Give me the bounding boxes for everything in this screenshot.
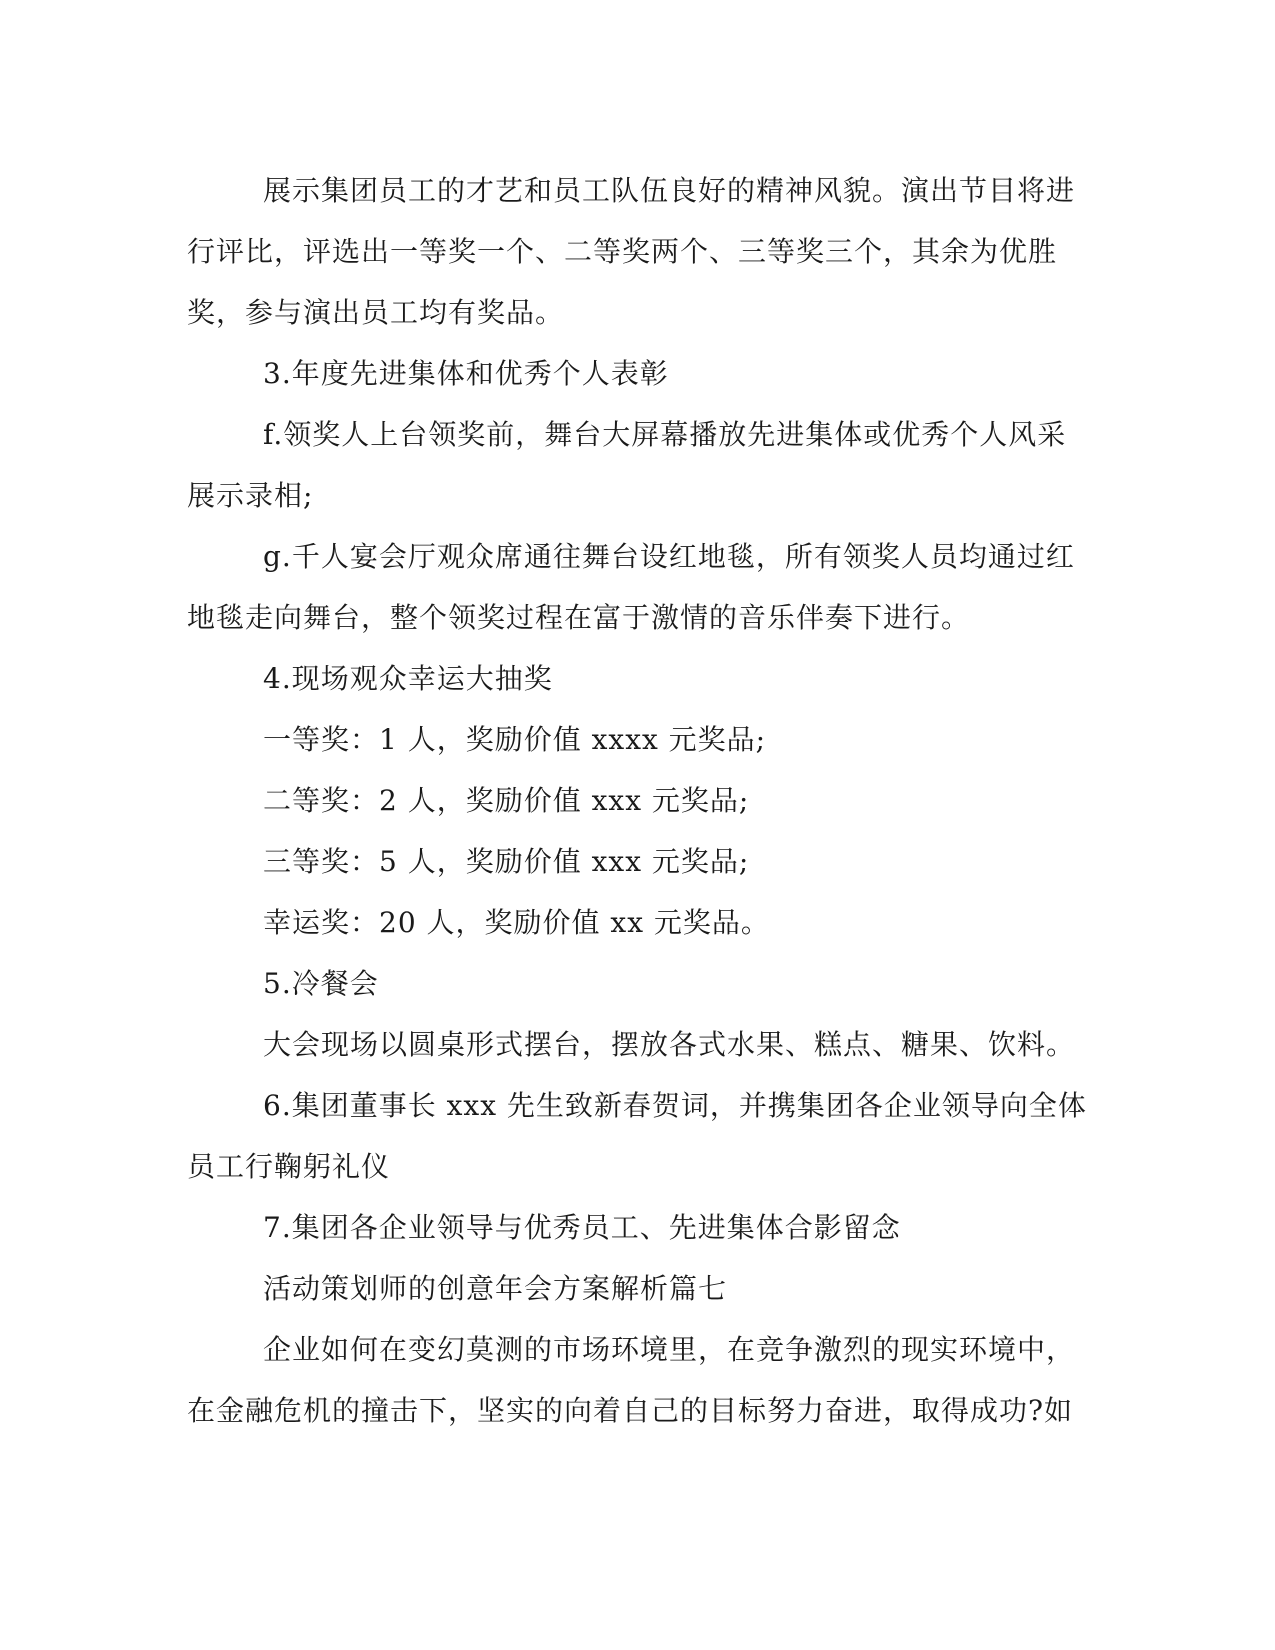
document-body bbox=[187, 160, 1087, 1441]
section-heading: 5.冷餐会 bbox=[263, 967, 379, 1000]
paragraph-line: f.领奖人上台领奖前，舞台大屏幕播放先进集体或优秀个人风采 bbox=[263, 418, 1067, 451]
section-heading: 3.年度先进集体和优秀个人表彰 bbox=[263, 357, 669, 390]
paragraph-line: 展示录相; bbox=[187, 479, 314, 512]
paragraph-line: 奖，参与演出员工均有奖品。 bbox=[187, 296, 565, 329]
section-heading: 7.集团各企业领导与优秀员工、先进集体合影留念 bbox=[263, 1211, 901, 1244]
paragraph-line: 企业如何在变幻莫测的市场环境里，在竞争激烈的现实环境中， bbox=[263, 1333, 1076, 1366]
section-heading: 6.集团董事长 xxx 先生致新春贺词，并携集团各企业领导向全体 bbox=[263, 1089, 1087, 1122]
prize-line: 二等奖：2 人，奖励价值 xxx 元奖品; bbox=[263, 784, 750, 817]
paragraph-line: 展示集团员工的才艺和员工队伍良好的精神风貌。演出节目将进 bbox=[263, 174, 1076, 207]
section-heading: 4.现场观众幸运大抽奖 bbox=[263, 662, 553, 695]
paragraph-line: 地毯走向舞台，整个领奖过程在富于激情的音乐伴奏下进行。 bbox=[187, 601, 971, 634]
paragraph-line: g.千人宴会厅观众席通往舞台设红地毯，所有领奖人员均通过红 bbox=[263, 540, 1075, 573]
paragraph-line: 员工行鞠躬礼仪 bbox=[187, 1150, 391, 1183]
paragraph-line: 在金融危机的撞击下，坚实的向着自己的目标努力奋进，取得成功?如 bbox=[187, 1394, 1074, 1427]
article-title: 活动策划师的创意年会方案解析篇七 bbox=[263, 1272, 728, 1305]
paragraph-line: 行评比，评选出一等奖一个、二等奖两个、三等奖三个，其余为优胜 bbox=[187, 235, 1058, 268]
prize-line: 一等奖：1 人，奖励价值 xxxx 元奖品; bbox=[263, 723, 767, 756]
paragraph-line: 大会现场以圆桌形式摆台，摆放各式水果、糕点、糖果、饮料。 bbox=[263, 1028, 1076, 1061]
prize-line: 幸运奖：20 人，奖励价值 xx 元奖品。 bbox=[263, 906, 770, 939]
prize-line: 三等奖：5 人，奖励价值 xxx 元奖品; bbox=[263, 845, 750, 878]
